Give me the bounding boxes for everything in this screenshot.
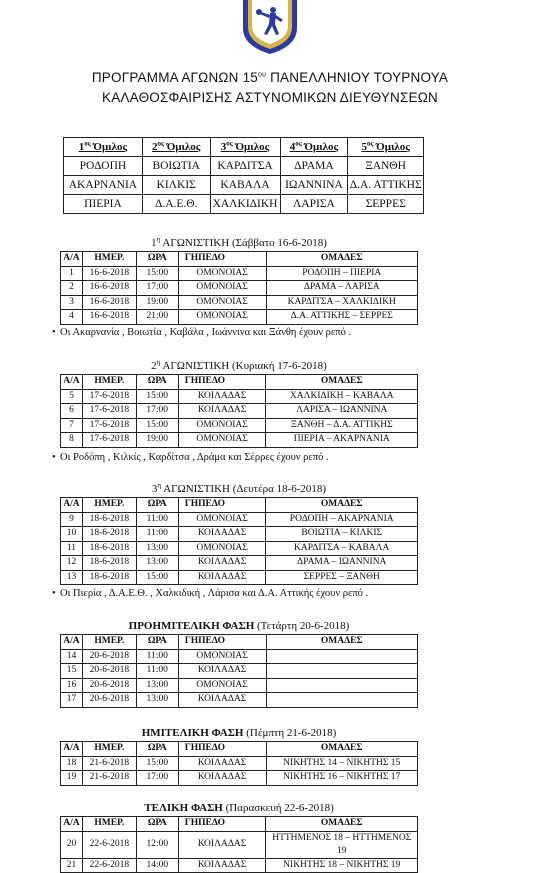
group-team-cell: ΚΑΒΑΛΑ — [210, 176, 280, 195]
group-team-cell: Δ.Α.Ε.Θ. — [142, 195, 210, 214]
group-team-cell: ΙΩΑΝΝΙΝΑ — [280, 176, 348, 195]
column-header: ΟΜΑΔΕΣ — [266, 498, 418, 513]
match-cell: 20-6-2018 — [82, 693, 136, 708]
match-cell: ΚΟΙΛΑΔΑΣ — [178, 389, 266, 404]
match-cell: Δ.Α. ΑΤΤΙΚΗΣ – ΣΕΡΡΕΣ — [266, 310, 418, 325]
column-header: ΗΜΕΡ. — [82, 252, 136, 267]
match-row — [61, 389, 418, 404]
group-team-cell: ΔΡΑΜΑ — [280, 157, 348, 176]
match-cell: 20-6-2018 — [82, 664, 136, 679]
match-cell: ΝΙΚΗΤΗΣ 16 – ΝΙΚΗΤΗΣ 17 — [266, 771, 418, 786]
match-cell: ΡΟΔΟΠΗ – ΠΙΕΡΙΑ — [266, 266, 418, 281]
match-cell: 13 — [61, 570, 83, 585]
match-cell: 17-6-2018 — [82, 404, 136, 419]
groups-table — [63, 137, 424, 214]
column-header: ΓΗΠΕΔΟ — [178, 817, 266, 832]
match-cell: ΟΜΟΝΟΙΑΣ — [178, 433, 266, 448]
match-row — [61, 858, 418, 873]
group-team-cell: ΡΟΔΟΠΗ — [64, 157, 143, 176]
match-cell: ΚΟΙΛΑΔΑΣ — [178, 556, 266, 571]
match-cell: ΟΜΟΝΟΙΑΣ — [178, 281, 266, 296]
match-table — [60, 251, 418, 325]
match-table — [60, 741, 418, 786]
groups-header-row — [64, 138, 424, 157]
section-heading: $1^\eta$ ΑΓΩΝΙΣΤΙΚΗ (Σάββατο 16-6-2018) — [151, 235, 327, 249]
column-header: Α/Α — [61, 635, 83, 650]
group-team-cell: ΞΑΝΘΗ — [348, 157, 424, 176]
groups-row — [64, 176, 424, 195]
column-header: ΩΡΑ — [136, 252, 178, 267]
match-cell — [266, 664, 417, 679]
match-cell: ΡΟΔΟΠΗ – ΑΚΑΡΝΑΝΙΑ — [266, 512, 418, 527]
match-cell: 19 — [61, 771, 83, 786]
match-cell: 14 — [61, 649, 83, 664]
column-header: ΩΡΑ — [136, 817, 178, 832]
match-cell: ΟΜΟΝΟΙΑΣ — [178, 310, 266, 325]
match-header-row — [61, 498, 418, 513]
match-cell: ΣΕΡΡΕΣ – ΞΑΝΘΗ — [266, 570, 418, 585]
column-header: Α/Α — [61, 375, 83, 390]
match-cell: ΟΜΟΝΟΙΑΣ — [178, 541, 266, 556]
match-row — [61, 295, 418, 310]
match-row — [61, 831, 418, 858]
match-row — [61, 404, 418, 419]
group-team-cell: Δ.Α. ΑΤΤΙΚΗΣ — [348, 176, 424, 195]
match-cell: 22-6-2018 — [82, 858, 136, 873]
column-header: ΩΡΑ — [136, 375, 178, 390]
match-cell: ΚΟΙΛΑΔΑΣ — [178, 570, 266, 585]
match-cell: 21 — [61, 858, 83, 873]
column-header: ΗΜΕΡ. — [82, 742, 136, 757]
column-header: ΓΗΠΕΔΟ — [178, 742, 266, 757]
match-cell: 16-6-2018 — [82, 266, 136, 281]
column-header: ΗΜΕΡ. — [82, 375, 136, 390]
match-cell: 2 — [61, 281, 83, 296]
group-team-cell: ΚΙΛΚΙΣ — [142, 176, 210, 195]
groups-row — [64, 195, 424, 214]
column-header: ΩΡΑ — [136, 742, 178, 757]
match-cell: ΔΡΑΜΑ – ΛΑΡΙΣΑ — [266, 281, 418, 296]
column-header: Α/Α — [61, 252, 83, 267]
column-header: ΗΜΕΡ. — [82, 817, 136, 832]
match-row — [61, 281, 418, 296]
police-emblem-logo — [239, 0, 301, 54]
match-cell: ΟΜΟΝΟΙΑΣ — [178, 649, 266, 664]
group-header-cell: $1^{o\varsigma}$ Όμιλος — [64, 138, 143, 157]
section-heading: $2^\eta$ ΑΓΩΝΙΣΤΙΚΗ (Κυριακή 17-6-2018) — [151, 358, 327, 372]
column-header: ΩΡΑ — [136, 498, 178, 513]
match-cell: 17:00 — [136, 404, 178, 419]
match-cell: 18-6-2018 — [82, 556, 136, 571]
match-cell: ΗΤΤΗΜΕΝΟΣ 18 – ΗΤΤΗΜΕΝΟΣ 19 — [266, 831, 418, 858]
match-cell: ΟΜΟΝΟΙΑΣ — [178, 266, 266, 281]
match-cell: 15 — [61, 664, 83, 679]
match-cell: 19:00 — [136, 433, 178, 448]
groups-row — [64, 157, 424, 176]
column-header: ΓΗΠΕΔΟ — [178, 252, 266, 267]
match-cell: 21-6-2018 — [82, 771, 136, 786]
match-cell: 20-6-2018 — [82, 678, 136, 693]
match-cell: 12:00 — [136, 831, 178, 858]
match-cell: ΝΙΚΗΤΗΣ 18 – ΝΙΚΗΤΗΣ 19 — [266, 858, 418, 873]
column-header: ΗΜΕΡ. — [82, 498, 136, 513]
match-cell: 16-6-2018 — [82, 310, 136, 325]
match-row — [61, 771, 418, 786]
match-cell: 11 — [61, 541, 83, 556]
group-team-cell: ΑΚΑΡΝΑΝΙΑ — [64, 176, 143, 195]
group-team-cell: ΧΑΛΚΙΔΙΚΗ — [210, 195, 280, 214]
match-cell: 16-6-2018 — [82, 281, 136, 296]
match-cell: 16-6-2018 — [82, 295, 136, 310]
group-team-cell: ΠΙΕΡΙΑ — [64, 195, 143, 214]
match-row — [61, 693, 418, 708]
match-cell: 5 — [61, 389, 83, 404]
column-header: ΗΜΕΡ. — [82, 635, 136, 650]
match-cell: ΟΜΟΝΟΙΑΣ — [178, 678, 266, 693]
match-cell: 14:00 — [136, 858, 178, 873]
match-cell: 17-6-2018 — [82, 418, 136, 433]
column-header: ΟΜΑΔΕΣ — [266, 375, 418, 390]
match-cell: 21-6-2018 — [82, 756, 136, 771]
match-header-row — [61, 817, 418, 832]
match-cell: ΚΟΙΛΑΔΑΣ — [178, 771, 266, 786]
match-cell: 11:00 — [136, 649, 178, 664]
match-cell: 13:00 — [136, 678, 178, 693]
group-header-cell: $3^{o\varsigma}$ Όμιλος — [210, 138, 280, 157]
match-cell: 20-6-2018 — [82, 649, 136, 664]
match-cell: 16 — [61, 678, 83, 693]
column-header: ΟΜΑΔΕΣ — [266, 252, 418, 267]
match-cell: ΔΡΑΜΑ – ΙΩΑΝΝΙΝΑ — [266, 556, 418, 571]
match-cell: ΚΟΙΛΑΔΑΣ — [178, 693, 266, 708]
match-row — [61, 310, 418, 325]
match-cell: ΚΟΙΛΑΔΑΣ — [178, 756, 266, 771]
match-cell: 13:00 — [136, 556, 178, 571]
match-cell: 15:00 — [136, 756, 178, 771]
match-cell: ΚΑΡΔΙΤΣΑ – ΚΑΒΑΛΑ — [266, 541, 418, 556]
match-header-row — [61, 742, 418, 757]
match-cell: 15:00 — [136, 266, 178, 281]
group-team-cell: ΛΑΡΙΣΑ — [280, 195, 348, 214]
match-cell: ΒΟΙΩΤΙΑ – ΚΙΛΚΙΣ — [266, 527, 418, 542]
match-cell: ΝΙΚΗΤΗΣ 14 – ΝΙΚΗΤΗΣ 15 — [266, 756, 418, 771]
match-row — [61, 556, 418, 571]
group-header-cell: $4^{o\varsigma}$ Όμιλος — [280, 138, 348, 157]
match-table — [60, 816, 418, 873]
match-cell: ΧΑΛΚΙΔΙΚΗ – ΚΑΒΑΛΑ — [266, 389, 418, 404]
match-cell: ΞΑΝΘΗ – Δ.Α. ΑΤΤΙΚΗΣ — [266, 418, 418, 433]
match-row — [61, 541, 418, 556]
match-cell: 11:00 — [136, 512, 178, 527]
match-cell: 18-6-2018 — [82, 541, 136, 556]
match-row — [61, 512, 418, 527]
match-cell: 17:00 — [136, 771, 178, 786]
column-header: ΓΗΠΕΔΟ — [178, 635, 266, 650]
match-cell: ΚΟΙΛΑΔΑΣ — [178, 527, 266, 542]
column-header: Α/Α — [61, 742, 83, 757]
match-cell: 17-6-2018 — [82, 433, 136, 448]
match-cell: 15:00 — [136, 570, 178, 585]
group-team-cell: ΒΟΙΩΤΙΑ — [142, 157, 210, 176]
match-table — [60, 497, 418, 585]
match-table — [60, 374, 418, 448]
match-cell: 6 — [61, 404, 83, 419]
column-header: ΟΜΑΔΕΣ — [266, 635, 417, 650]
match-row — [61, 418, 418, 433]
match-cell: ΚΟΙΛΑΔΑΣ — [178, 858, 266, 873]
match-cell: 15:00 — [136, 418, 178, 433]
document-title-line-2: ΚΑΛΑΘΟΣΦΑΙΡΙΣΗΣ ΑΣΤΥΝΟΜΙΚΩΝ ΔΙΕΥΘΥΝΣΕΩΝ — [102, 90, 438, 105]
match-cell: 13:00 — [136, 693, 178, 708]
column-header: ΟΜΑΔΕΣ — [266, 817, 418, 832]
group-team-cell: ΣΕΡΡΕΣ — [348, 195, 424, 214]
match-row — [61, 570, 418, 585]
section-heading: $3^\eta$ ΑΓΩΝΙΣΤΙΚΗ (Δευτέρα 18-6-2018) — [151, 481, 327, 495]
column-header: ΓΗΠΕΔΟ — [178, 498, 266, 513]
match-cell — [266, 693, 417, 708]
match-cell: ΚΟΙΛΑΔΑΣ — [178, 404, 266, 419]
match-cell: 13:00 — [136, 541, 178, 556]
match-cell: 21:00 — [136, 310, 178, 325]
match-cell: 18 — [61, 756, 83, 771]
column-header: ΩΡΑ — [136, 635, 178, 650]
bye-note: • Οι Ροδόπη , Κιλκίς , Καρδίτσα , Δράμα και Σέρρες έχουν ρεπό . — [52, 452, 329, 463]
match-row — [61, 266, 418, 281]
match-cell: 7 — [61, 418, 83, 433]
match-cell: 8 — [61, 433, 83, 448]
match-cell: 17-6-2018 — [82, 389, 136, 404]
match-row — [61, 649, 418, 664]
match-row — [61, 664, 418, 679]
match-cell: 18-6-2018 — [82, 570, 136, 585]
match-cell: 19:00 — [136, 295, 178, 310]
match-row — [61, 527, 418, 542]
match-cell — [266, 678, 417, 693]
match-cell: ΛΑΡΙΣΑ – ΙΩΑΝΝΙΝΑ — [266, 404, 418, 419]
match-cell: 17 — [61, 693, 83, 708]
match-cell: ΟΜΟΝΟΙΑΣ — [178, 512, 266, 527]
match-cell: 17:00 — [136, 281, 178, 296]
section-heading: ΗΜΙΤΕΛΙΚΗ ΦΑΣΗ (Πέμπτη 21-6-2018) — [141, 727, 337, 739]
match-cell: 11:00 — [136, 527, 178, 542]
match-header-row — [61, 375, 418, 390]
match-cell: 18-6-2018 — [82, 512, 136, 527]
column-header: Α/Α — [61, 498, 83, 513]
match-cell: ΚΑΡΔΙΤΣΑ – ΧΑΛΚΙΔΙΚΗ — [266, 295, 418, 310]
match-table — [60, 634, 418, 708]
match-cell: ΟΜΟΝΟΙΑΣ — [178, 418, 266, 433]
column-header: ΓΗΠΕΔΟ — [178, 375, 266, 390]
match-cell: 15:00 — [136, 389, 178, 404]
match-cell: ΠΙΕΡΙΑ – ΑΚΑΡΝΑΝΙΑ — [266, 433, 418, 448]
match-header-row — [61, 635, 418, 650]
bye-note: • Οι Πιερία , Δ.Α.Ε.Θ. , Χαλκιδική , Λάρισα και Δ.Α. Αττικής έχουν ρεπό . — [52, 588, 369, 599]
match-header-row — [61, 252, 418, 267]
match-cell: 4 — [61, 310, 83, 325]
section-heading: ΤΕΛΙΚΗ ΦΑΣΗ (Παρασκευή 22-6-2018) — [144, 802, 334, 814]
match-cell: 18-6-2018 — [82, 527, 136, 542]
match-cell: 11:00 — [136, 664, 178, 679]
group-header-cell: $2^{o\varsigma}$ Όμιλος — [142, 138, 210, 157]
match-cell: 10 — [61, 527, 83, 542]
section-heading: ΠΡΟΗΜΙΤΕΛΙΚΗ ΦΑΣΗ (Τετάρτη 20-6-2018) — [128, 620, 350, 632]
match-row — [61, 433, 418, 448]
group-header-cell: $5^{o\varsigma}$ Όμιλος — [348, 138, 424, 157]
group-team-cell: ΚΑΡΔΙΤΣΑ — [210, 157, 280, 176]
match-row — [61, 756, 418, 771]
match-cell: ΚΟΙΛΑΔΑΣ — [178, 831, 266, 858]
match-cell: 1 — [61, 266, 83, 281]
match-cell: 20 — [61, 831, 83, 858]
bye-note: • Οι Ακαρνανία , Βοιωτία , Καβάλα , Ιωάννινα και Ξάνθη έχουν ρεπό . — [52, 327, 352, 338]
column-header: Α/Α — [61, 817, 83, 832]
match-cell: ΚΟΙΛΑΔΑΣ — [178, 664, 266, 679]
match-cell: 12 — [61, 556, 83, 571]
column-header: ΟΜΑΔΕΣ — [266, 742, 418, 757]
match-cell: 9 — [61, 512, 83, 527]
match-cell: 3 — [61, 295, 83, 310]
match-cell — [266, 649, 417, 664]
match-cell: ΟΜΟΝΟΙΑΣ — [178, 295, 266, 310]
match-cell: 22-6-2018 — [82, 831, 136, 858]
match-row — [61, 678, 418, 693]
document-title-line-1: ΠΡΟΓΡΑΜΜΑ ΑΓΩΝΩΝ $15^{o\upsilon}$ ΠΑΝΕΛΛΗΝΙΟΥ ΤΟΥΡΝΟΥΑ — [91, 70, 449, 85]
